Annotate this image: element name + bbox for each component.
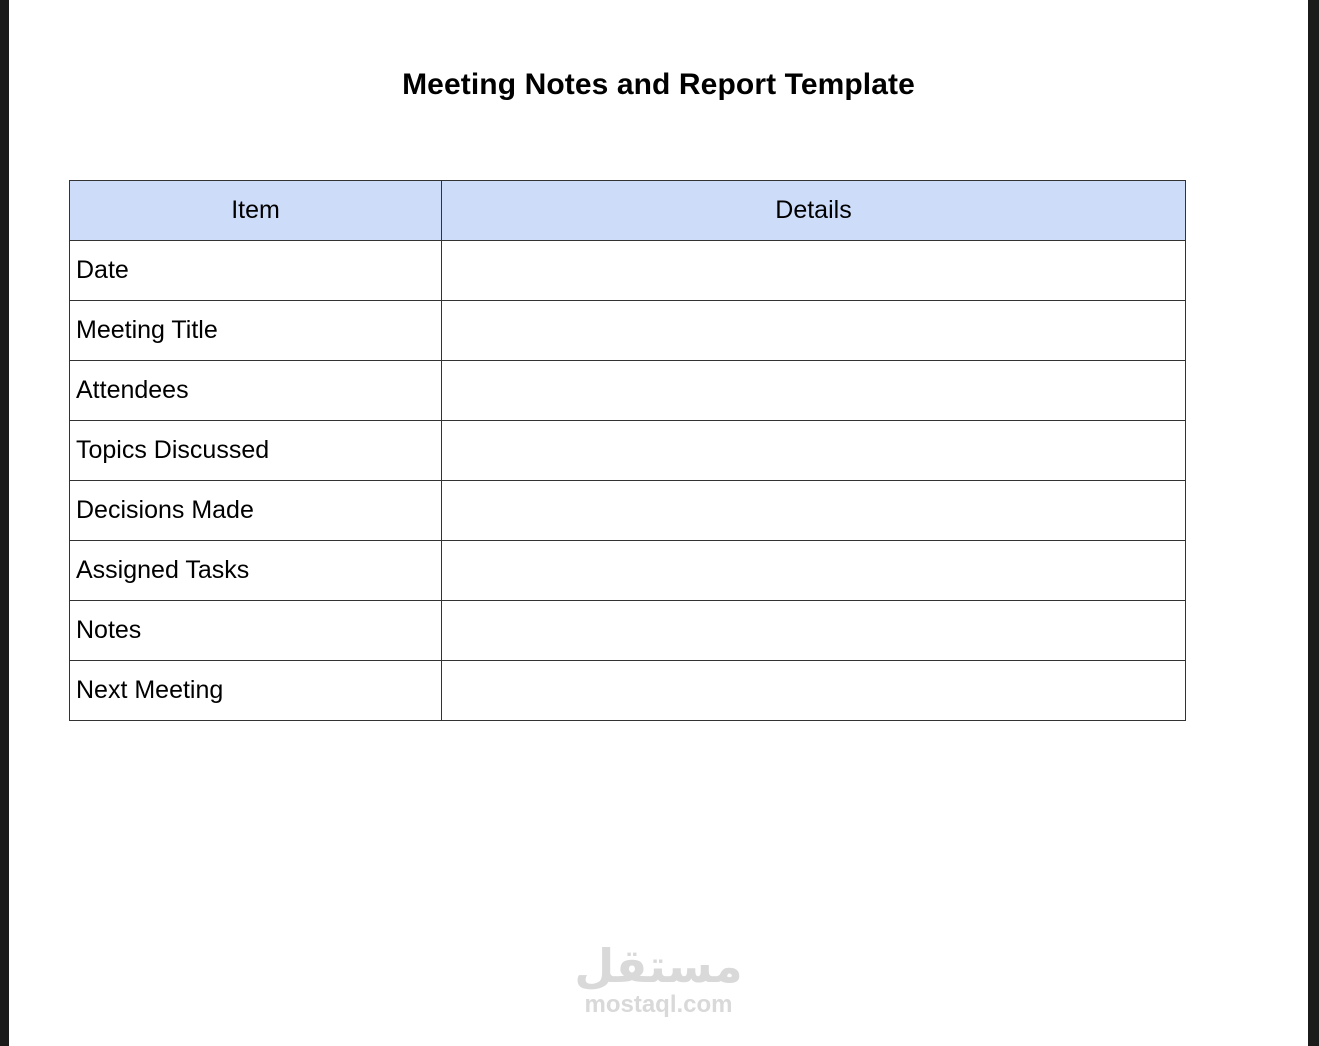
table-row xyxy=(70,541,1186,601)
row-label-notes: Notes xyxy=(70,601,442,661)
column-header-details: Details xyxy=(442,181,1186,241)
viewer-edge xyxy=(1308,0,1319,1046)
row-label-date: Date xyxy=(70,241,442,301)
table-row xyxy=(70,481,1186,541)
row-details-decisions-made[interactable] xyxy=(442,481,1186,541)
table-row xyxy=(70,421,1186,481)
row-details-attendees[interactable] xyxy=(442,361,1186,421)
page-title: Meeting Notes and Report Template xyxy=(402,68,915,101)
row-details-meeting-title[interactable] xyxy=(442,301,1186,361)
table-header-row xyxy=(70,181,1186,241)
row-label-next-meeting: Next Meeting xyxy=(70,661,442,721)
watermark xyxy=(9,940,1308,1018)
row-details-date[interactable] xyxy=(442,241,1186,301)
column-header-item: Item xyxy=(70,181,442,241)
watermark-url: mostaql.com xyxy=(584,991,733,1018)
table-row xyxy=(70,241,1186,301)
row-label-topics-discussed: Topics Discussed xyxy=(70,421,442,481)
table-row xyxy=(70,661,1186,721)
row-details-notes[interactable] xyxy=(442,601,1186,661)
table-row xyxy=(70,301,1186,361)
row-label-decisions-made: Decisions Made xyxy=(70,481,442,541)
table-row xyxy=(70,601,1186,661)
table-row xyxy=(70,361,1186,421)
row-label-attendees: Attendees xyxy=(70,361,442,421)
document-page xyxy=(9,0,1308,1046)
row-label-meeting-title: Meeting Title xyxy=(70,301,442,361)
row-details-next-meeting[interactable] xyxy=(442,661,1186,721)
row-details-assigned-tasks[interactable] xyxy=(442,541,1186,601)
watermark-logo: مستقل xyxy=(574,939,743,993)
row-label-assigned-tasks: Assigned Tasks xyxy=(70,541,442,601)
row-details-topics-discussed[interactable] xyxy=(442,421,1186,481)
meeting-notes-table xyxy=(69,180,1186,721)
